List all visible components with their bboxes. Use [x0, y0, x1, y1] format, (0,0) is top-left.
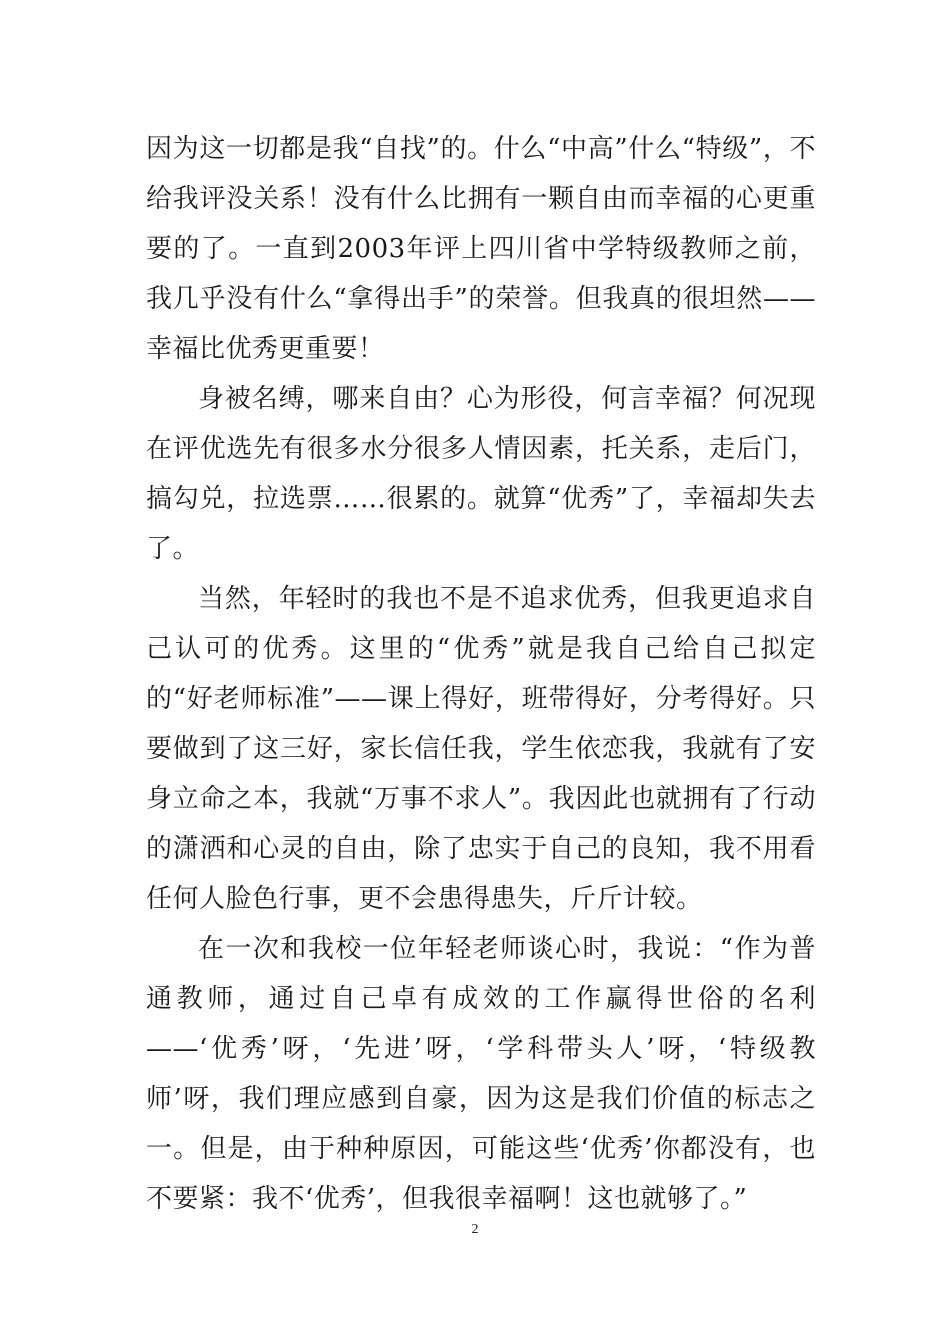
- paragraph-2: 身被名缚，哪来自由？心为形役，何言幸福？何况现在评优选先有很多水分很多人情因素，托关系，走后门，搞勾兑，拉选票……很累的。就算“优秀”了，幸福却失去了。: [146, 384, 816, 564]
- paragraph-3: 当然，年轻时的我也不是不追求优秀，但我更追求自己认可的优秀。这里的“优秀”就是我自己给自己拟定的“好老师标准”——课上得好，班带得好，分考得好。只要做到了这三好，家长信任我，学生依恋我，我就有了安身立命之本，我就“万事不求人”。我因此也就拥有了行动的潇洒和心灵的自由，除了忠实于自己的良知，我不用看任何人脸色行事，更不会患得患失，斤斤计较。: [146, 584, 816, 914]
- paragraph-4: 在一次和我校一位年轻老师谈心时，我说：“作为普通教师，通过自己卓有成效的工作赢得世俗的名利——‘优秀’呀，‘先进’呀，‘学科带头人’呀，‘特级教师’呀，我们理应感到自豪，因为这是我们价值的标志之一。但是，由于种种原因，可能这些‘优秀’你都没有，也不要紧：我不‘优秀’，但我很幸福啊！这也就够了。”: [146, 934, 816, 1214]
- page-number: 2: [471, 1222, 479, 1237]
- body-text: [146, 124, 816, 1224]
- paragraph-1: 因为这一切都是我“自找”的。什么“中高”什么“特级”，不给我评没关系！没有什么比拥有一颗自由而幸福的心更重要的了。一直到2003年评上四川省中学特级教师之前，我几乎没有什么“拿得出手”的荣誉。但我真的很坦然——幸福比优秀更重要！: [146, 134, 816, 364]
